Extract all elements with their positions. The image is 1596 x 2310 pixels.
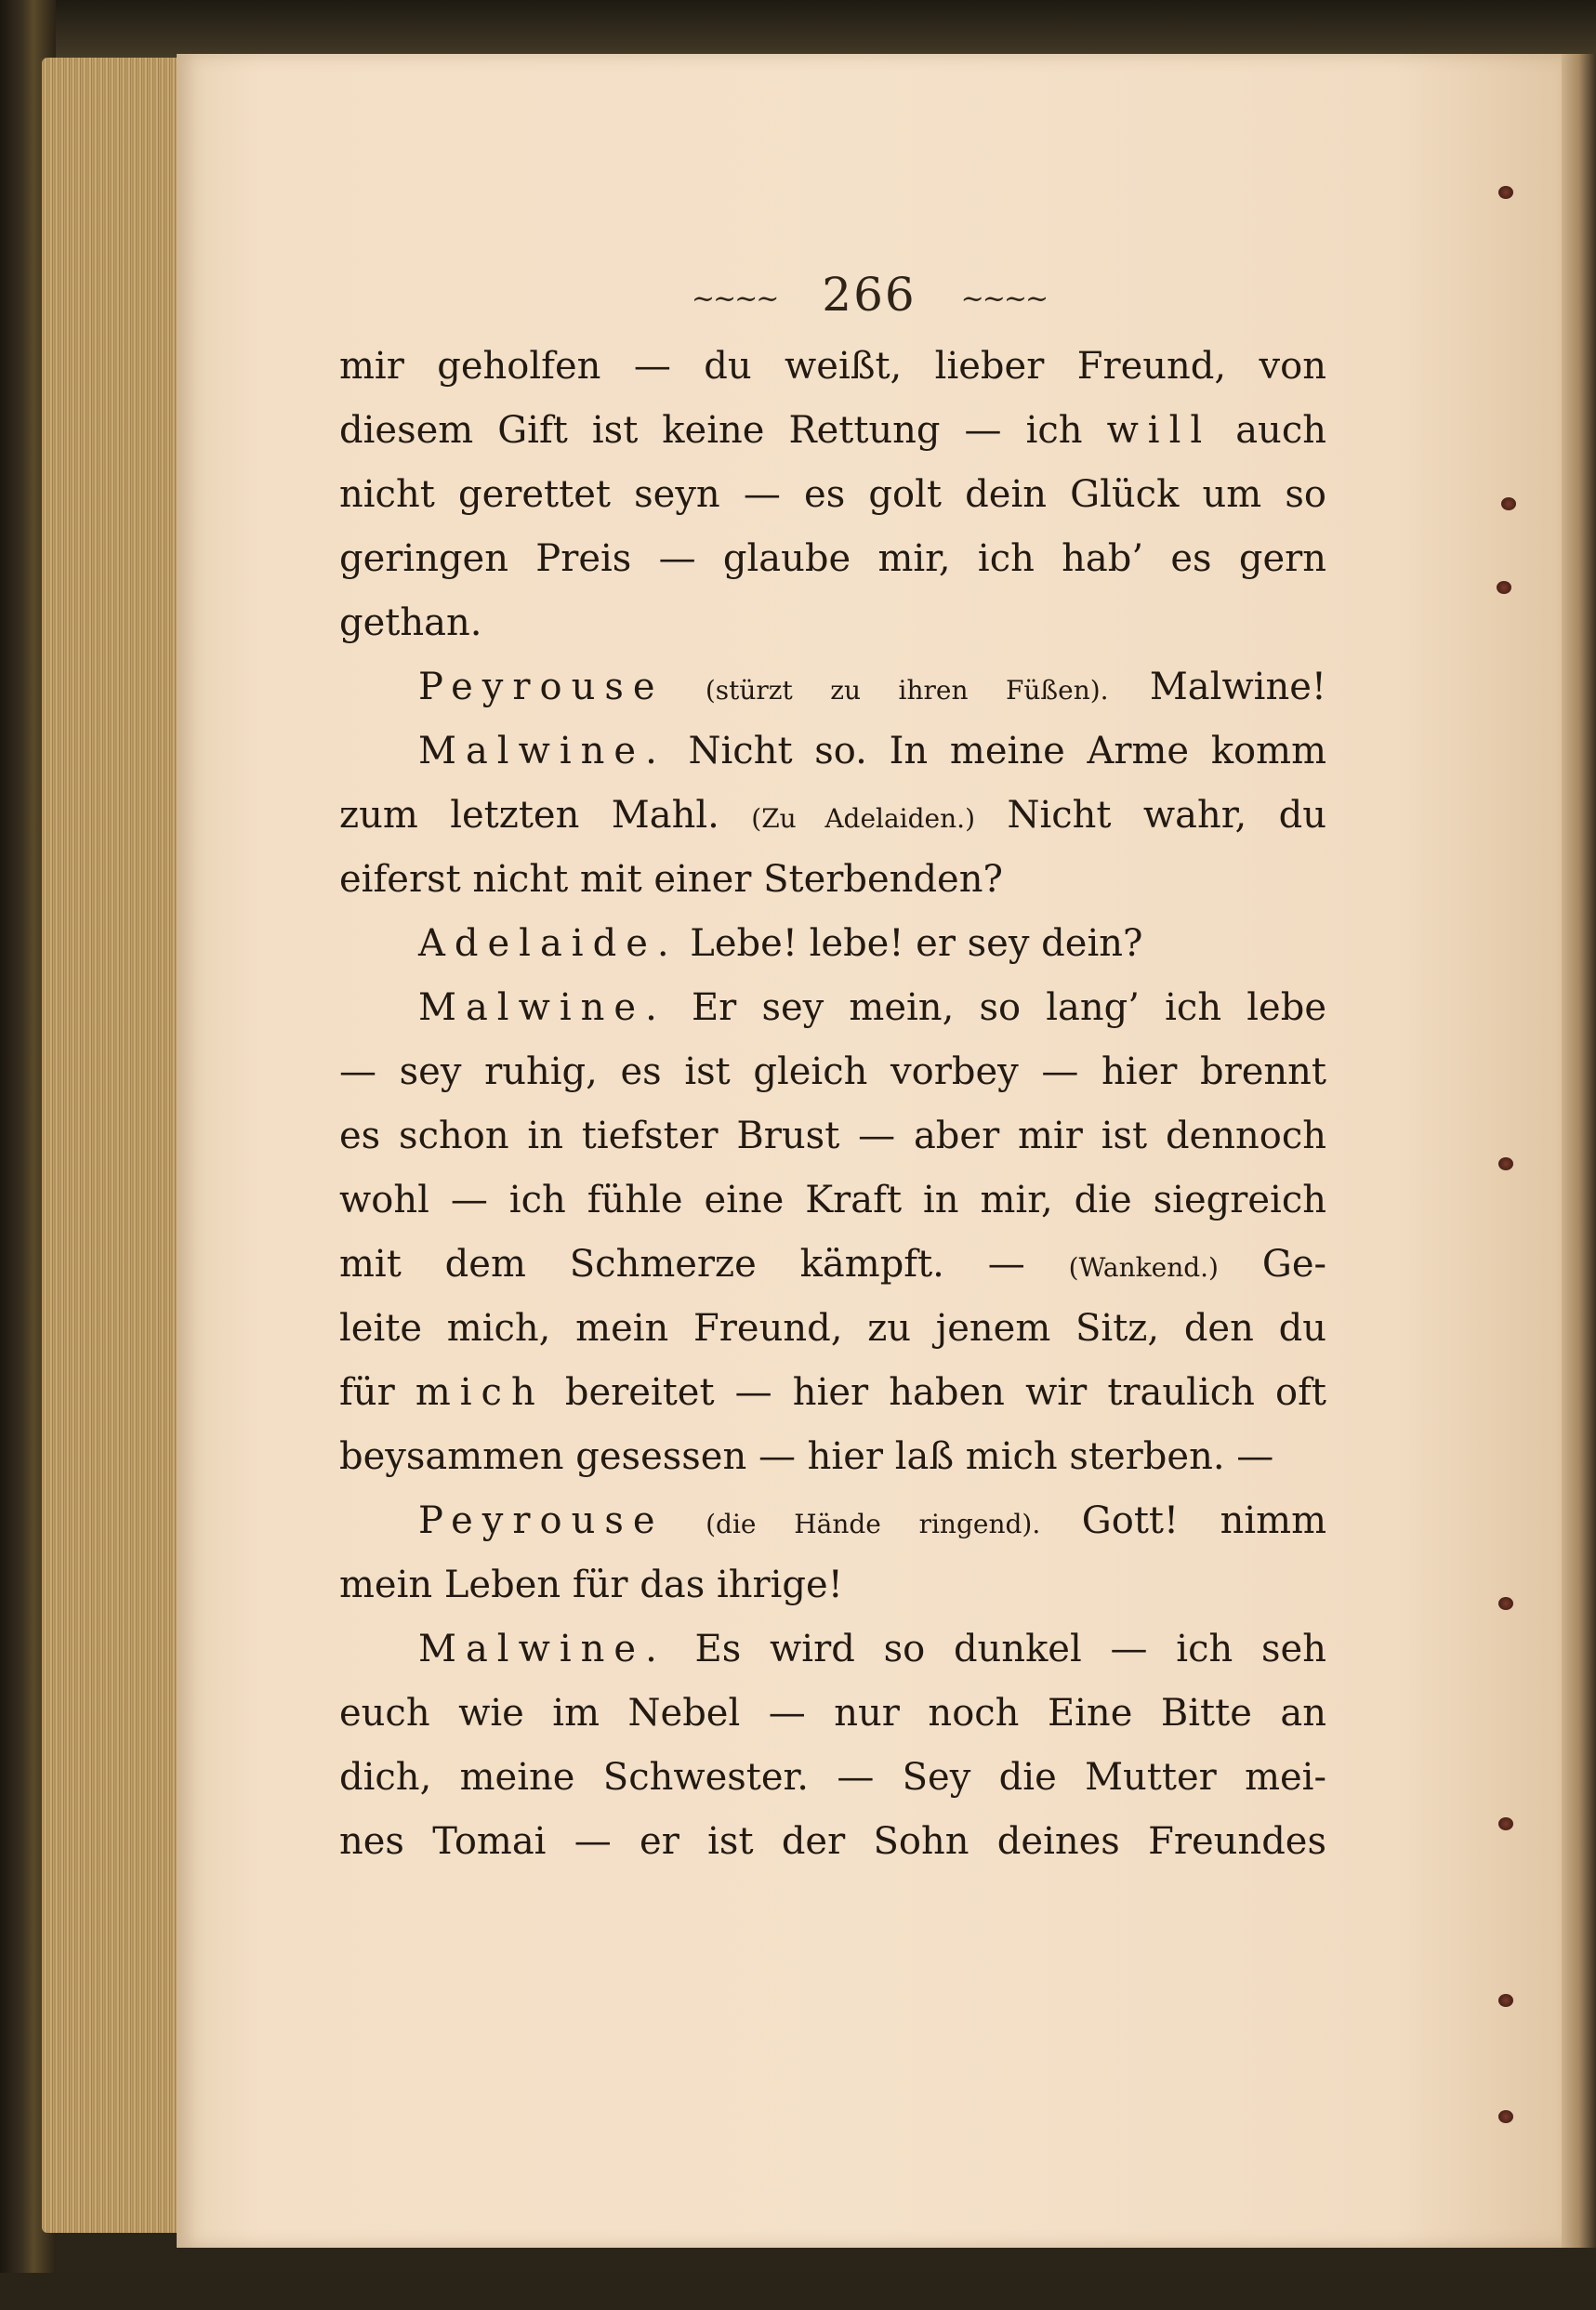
text-line <box>339 463 1326 527</box>
text-run: bereitet — hier haben wir traulich oft <box>544 1371 1326 1414</box>
text-run: leite mich, mein Freund, zu jenem Sitz, den du <box>339 1307 1326 1350</box>
text-line <box>339 527 1326 591</box>
text-run: Gott! nimm <box>1040 1499 1326 1542</box>
text-line <box>339 1425 1326 1489</box>
text-run: Er sey mein, so lang’ ich lebe <box>666 986 1326 1029</box>
text-run: nes Tomai — er ist der Sohn deines Freundes <box>339 1820 1326 1863</box>
text-line <box>339 1489 1326 1553</box>
text-line <box>339 848 1326 912</box>
speaker-name: Malwine. <box>418 986 666 1029</box>
text-run: auch <box>1211 409 1326 452</box>
text-run: gethan. <box>339 601 482 644</box>
text-line <box>339 1553 1326 1617</box>
binding-hole <box>1498 1994 1513 2007</box>
text-run: geringen Preis — glaube mir, ich hab’ es gern <box>339 537 1326 580</box>
text-run: Malwine! <box>1108 666 1326 708</box>
ornament-left: ~~~~ <box>691 282 778 315</box>
text-line <box>339 1233 1326 1297</box>
text-run <box>665 1499 706 1542</box>
text-line <box>339 1168 1326 1233</box>
binding-hole <box>1498 1157 1513 1170</box>
text-run: mit dem Schmerze kämpft. — <box>339 1243 1069 1286</box>
text-line <box>339 719 1326 784</box>
text-line <box>339 1746 1326 1810</box>
text-run: Nicht wahr, du <box>975 794 1327 837</box>
body-text <box>339 335 1326 1874</box>
text-line <box>339 912 1326 976</box>
text-run: mir geholfen — du weißt, lieber Freund, von <box>339 345 1326 388</box>
text-run: Es wird so dunkel — ich seh <box>666 1628 1326 1670</box>
binding-hole <box>1497 581 1511 594</box>
text-line <box>339 1617 1326 1682</box>
text-run: beysammen gesessen — hier laß mich sterben. — <box>339 1435 1274 1478</box>
text-line <box>339 1810 1326 1874</box>
speaker-name: Peyrouse <box>418 1499 665 1542</box>
text-line <box>339 1104 1326 1168</box>
text-run: Ge- <box>1218 1243 1327 1286</box>
speaker-name: Adelaide. <box>418 922 679 965</box>
text-run: zum letzten Mahl. <box>339 794 752 837</box>
text-run: nicht gerettet seyn — es golt dein Glück um so <box>339 473 1326 516</box>
text-line <box>339 335 1326 399</box>
stage-direction: (die Hände ringend). <box>706 1509 1041 1539</box>
text-line <box>339 1040 1326 1104</box>
page-number: 266 <box>822 268 917 322</box>
speaker-name: Malwine. <box>418 1628 666 1670</box>
text-line <box>339 1682 1326 1746</box>
speaker-name: Malwine. <box>418 730 666 772</box>
text-run: für <box>339 1371 415 1414</box>
text-line <box>339 976 1326 1040</box>
binding-hole <box>1498 186 1513 199</box>
text-run: euch wie im Nebel — nur noch Eine Bitte an <box>339 1692 1326 1735</box>
text-run: dich, meine Schwester. — Sey die Mutter mei- <box>339 1756 1326 1799</box>
speaker-name: mich <box>415 1371 545 1414</box>
book-binding-bottom <box>0 2273 1596 2310</box>
text-line <box>339 591 1326 655</box>
text-line <box>339 399 1326 463</box>
stage-direction: (Zu Adelaiden.) <box>751 803 975 834</box>
stage-direction: (Wankend.) <box>1068 1252 1219 1283</box>
ornament-right: ~~~~ <box>960 282 1048 315</box>
binding-hole <box>1498 2110 1513 2123</box>
speaker-name: Peyrouse <box>418 666 665 708</box>
binding-hole <box>1498 1597 1513 1610</box>
binding-hole <box>1501 497 1516 510</box>
page-gutter <box>1562 54 1596 2248</box>
text-run: diesem Gift ist keine Rettung — ich <box>339 409 1107 452</box>
binding-hole <box>1498 1817 1513 1830</box>
text-run <box>665 666 706 708</box>
text-line <box>339 1297 1326 1361</box>
text-line <box>339 784 1326 848</box>
text-run: mein Leben für das ihrige! <box>339 1564 843 1606</box>
page-edges <box>42 58 181 2233</box>
text-run: wohl — ich fühle eine Kraft in mir, die siegreich <box>339 1179 1326 1221</box>
running-head <box>177 268 1562 322</box>
text-line <box>339 655 1326 719</box>
text-run: — sey ruhig, es ist gleich vorbey — hier brennt <box>339 1050 1326 1093</box>
text-run: Lebe! lebe! er sey dein? <box>678 922 1143 965</box>
stage-direction: (stürzt zu ihren Füßen). <box>705 675 1109 706</box>
speaker-name: will <box>1106 409 1212 452</box>
text-run: es schon in tiefster Brust — aber mir ist dennoch <box>339 1115 1326 1157</box>
text-line <box>339 1361 1326 1425</box>
text-run: Nicht so. In meine Arme komm <box>666 730 1326 772</box>
text-run: eiferst nicht mit einer Sterbenden? <box>339 858 1003 901</box>
